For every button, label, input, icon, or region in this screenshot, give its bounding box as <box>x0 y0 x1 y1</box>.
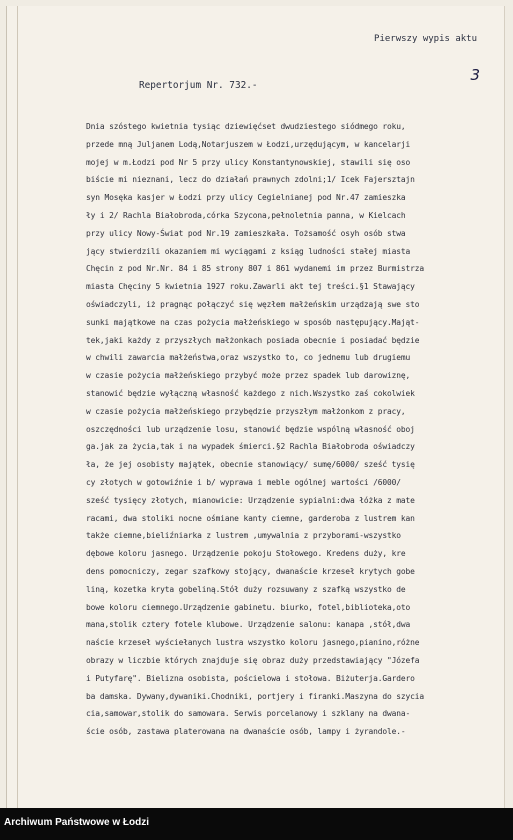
archive-name: Archiwum Państwowe w Łodzi <box>4 817 150 828</box>
body-line: naście krzeseł wyściełanych lustra wszystko koloru jasnego,pianino,różne <box>86 638 420 648</box>
body-line: mojej w m.Łodzi pod Nr 5 przy ulicy Konstantynowskiej, stawili się oso <box>86 157 411 167</box>
body-line: Chęcin z pod Nr.Nr. 84 i 85 strony 807 i 861 wydanemi im przez Burmistrza <box>86 264 425 274</box>
body-line: Dnia szóstego kwietnia tysiąc dziewięćset dwudziestego siódmego roku, <box>86 122 406 131</box>
body-line: bowe koloru ciemnego.Urządzenie gabinetu. biurko, fotel,biblioteka,oto <box>86 602 411 612</box>
body-line: miasta Chęciny 5 kwietnia 1927 roku.Zawarli akt tej treści.§1 Stawający <box>86 282 415 292</box>
body-line: oszczędności lub urządzenie losu, stanowić będzie wspólną własność oboj <box>86 424 415 434</box>
body-line: ście osób, zastawa platerowana na dwanaście osób, lampy i żyrandole.- <box>86 727 406 737</box>
body-line: tek,jaki każdy z przyszłych małżonkach posiada obecnie i posiadać będzie <box>86 335 420 345</box>
body-line: mana,stolik cztery fotele klubowe. Urządzenie salonu: kanapa ,stół,dwa <box>86 620 411 630</box>
body-line: sunki majątkowe na czas pożycia małżeńskiego w sposób następujący.Mająt- <box>86 317 420 327</box>
body-line: ła, że jej osobisty majątek, obecnie stanowiący/ sumę/6000/ sześć tysię <box>86 460 415 470</box>
body-line: w czasie pożycia małżeńskiego przybędzie przyszłym małżonkom z pracy, <box>86 406 406 416</box>
body-line: ba damska. Dywany,dywaniki.Chodniki, portjery i firanki.Maszyna do szycia <box>86 691 425 701</box>
body-line: także ciemne,bieliźniarka z lustrem ,umywalnia z przyborami-wszystko <box>86 531 401 541</box>
body-line: sześć tysięcy złotych, mianowicie: Urządzenie sypialni:dwa łóżka z mate <box>86 495 415 505</box>
body-line: biście mi nieznani, lecz do działań prawnych zdolni;1/ Icek Fajersztajn <box>86 175 415 185</box>
body-line: oświadczyli, iż pragnąc połączyć się węzłem małżeńskim urządzają swe sto <box>86 299 420 309</box>
body-line: ły i 2/ Rachla Białobroda,córka Szycona,pełnoletnia panna, w Kielcach <box>86 210 406 220</box>
document-body <box>86 118 486 741</box>
handwritten-page-number: 3 <box>470 66 480 84</box>
body-line: racami, dwa stoliki nocne ośmiane kanty ciemne, garderoba z lustrem kan <box>86 513 415 523</box>
page-margin-line <box>17 6 18 808</box>
archive-footer-bar <box>0 808 513 840</box>
body-line: dens pomocniczy, zegar szafkowy stojący, dwanaście krzeseł krytych gobe <box>86 566 415 576</box>
body-line: syn Mosęka kasjer w Łodzi przy ulicy Cegielnianej pod Nr.47 zamieszka <box>86 193 406 203</box>
body-line: ga.jak za życia,tak i na wypadek śmierci.§2 Rachla Białobroda oświadczy <box>86 442 415 452</box>
body-line: przede mną Juljanem Lodą,Notarjuszem w Łodzi,urzędującym, w kancelarji <box>86 139 411 149</box>
body-line: i Putyfarę". Bielizna osobista, pościelowa i stołowa. Biżuterja.Gardero <box>86 673 415 683</box>
body-line: przy ulicy Nowy-Świat pod Nr.19 zamieszkała. Tożsamość osyh osób stwa <box>86 228 406 238</box>
body-line: cia,samowar,stolik do samowara. Serwis porcelanowy i szklany na dwana- <box>86 709 411 719</box>
body-line: cy złotych w gotowiźnie i b/ wyprawa i meble ogólnej wartości /6000/ <box>86 477 401 487</box>
copy-label: Pierwszy wypis aktu <box>374 34 477 44</box>
body-line: dębowe koloru jasnego. Urządzenie pokoju Stołowego. Kredens duży, kre <box>86 549 406 559</box>
body-line: stanowić będzie wyłączną własność każdego z nich.Wszystko zaś cokolwiek <box>86 388 415 398</box>
body-line: obrazy w liczbie których znajduje się obraz duży przedstawiający "Józefa <box>86 655 420 665</box>
body-line: w chwili zawarcia małżeństwa,oraz wszystko to, co jednemu lub drugiemu <box>86 353 411 363</box>
repertory-number: Repertorjum Nr. 732.- <box>139 80 258 91</box>
body-line: jący stwierdzili okazaniem mi wyciągami z ksiąg ludności stałej miasta <box>86 246 411 256</box>
body-line: liną, kozetka kryta gobeliną.Stół duży rozsuwany z szafką wszystko de <box>86 584 406 594</box>
body-line: w czasie pożycia małżeńskiego przybyć może przez spadek lub darowiznę, <box>86 371 411 381</box>
